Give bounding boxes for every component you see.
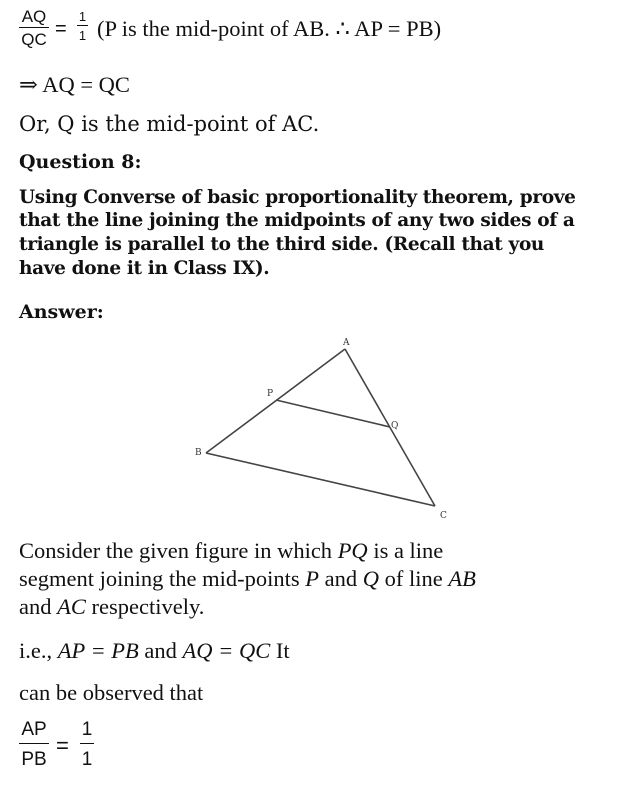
line-ac-label: AC (57, 594, 86, 619)
midpoint-statement: (P is the mid-point of AB. ∴ AP = PB) (97, 16, 442, 41)
question-body-line: triangle is parallel to the third side. (Recall that you (19, 234, 545, 255)
equals-sign: = (55, 18, 67, 40)
fraction-denominator: PB (21, 749, 47, 770)
segment-pq (276, 400, 390, 427)
explanation-line (19, 538, 443, 564)
aq-equals-qc: ⇒ AQ = QC (19, 72, 130, 97)
equation-aq-qc: AQ = QC (182, 638, 271, 663)
question-heading: Question 8: (19, 151, 142, 173)
text-span: Consider the given figure in which (19, 538, 338, 563)
text-span: and (138, 638, 183, 663)
fraction-numerator: 1 (78, 9, 87, 24)
vertex-label-b: B (195, 448, 202, 458)
point-label-q: Q (391, 421, 399, 431)
point-p-label: P (305, 566, 319, 591)
answer-heading: Answer: (19, 301, 104, 323)
question-body-line: Using Converse of basic proportionality theorem, prove (19, 187, 576, 208)
text-span: i.e., (19, 638, 58, 663)
side-ac (345, 349, 435, 506)
text-span: is a line (367, 538, 444, 563)
point-label-p: P (267, 389, 274, 399)
fraction-denominator: 1 (81, 749, 93, 770)
segment-pq-label: PQ (337, 538, 368, 563)
fraction-numerator: AP (21, 719, 47, 740)
text-span: and (318, 566, 363, 591)
observed-line: can be observed that (19, 680, 204, 705)
vertex-label-a: A (343, 338, 350, 348)
text-span: respectively. (85, 594, 205, 619)
fraction-ap-pb (19, 720, 49, 769)
q-midpoint-conclusion: Or, Q is the mid-point of AC. (19, 112, 320, 136)
side-bc (206, 453, 435, 506)
fraction-bar (80, 743, 94, 744)
question-body-line: have done it in Class IX). (19, 258, 270, 279)
fraction-denominator: QC (21, 30, 47, 49)
explanation-line (19, 594, 204, 620)
side-ab (206, 349, 345, 453)
point-q-label: Q (362, 566, 379, 591)
vertex-label-c: C (440, 511, 447, 521)
line-ab-label: AB (448, 566, 476, 591)
fraction-numerator: 1 (81, 719, 93, 740)
fraction-denominator: 1 (78, 28, 87, 43)
question-body-line: that the line joining the midpoints of any two sides of a (19, 210, 575, 231)
ie-statement (19, 638, 290, 664)
text-span: It (270, 638, 290, 663)
explanation-line (19, 566, 476, 592)
text-span: and (19, 594, 58, 619)
text-span: segment joining the mid-points (19, 566, 306, 591)
equals-sign: = (56, 733, 69, 758)
fraction-bar (19, 743, 49, 744)
equation-ap-pb: AP = PB (57, 638, 139, 663)
fraction-numerator: AQ (21, 7, 47, 26)
fraction-one-one (80, 720, 94, 769)
text-span: of line (378, 566, 449, 591)
